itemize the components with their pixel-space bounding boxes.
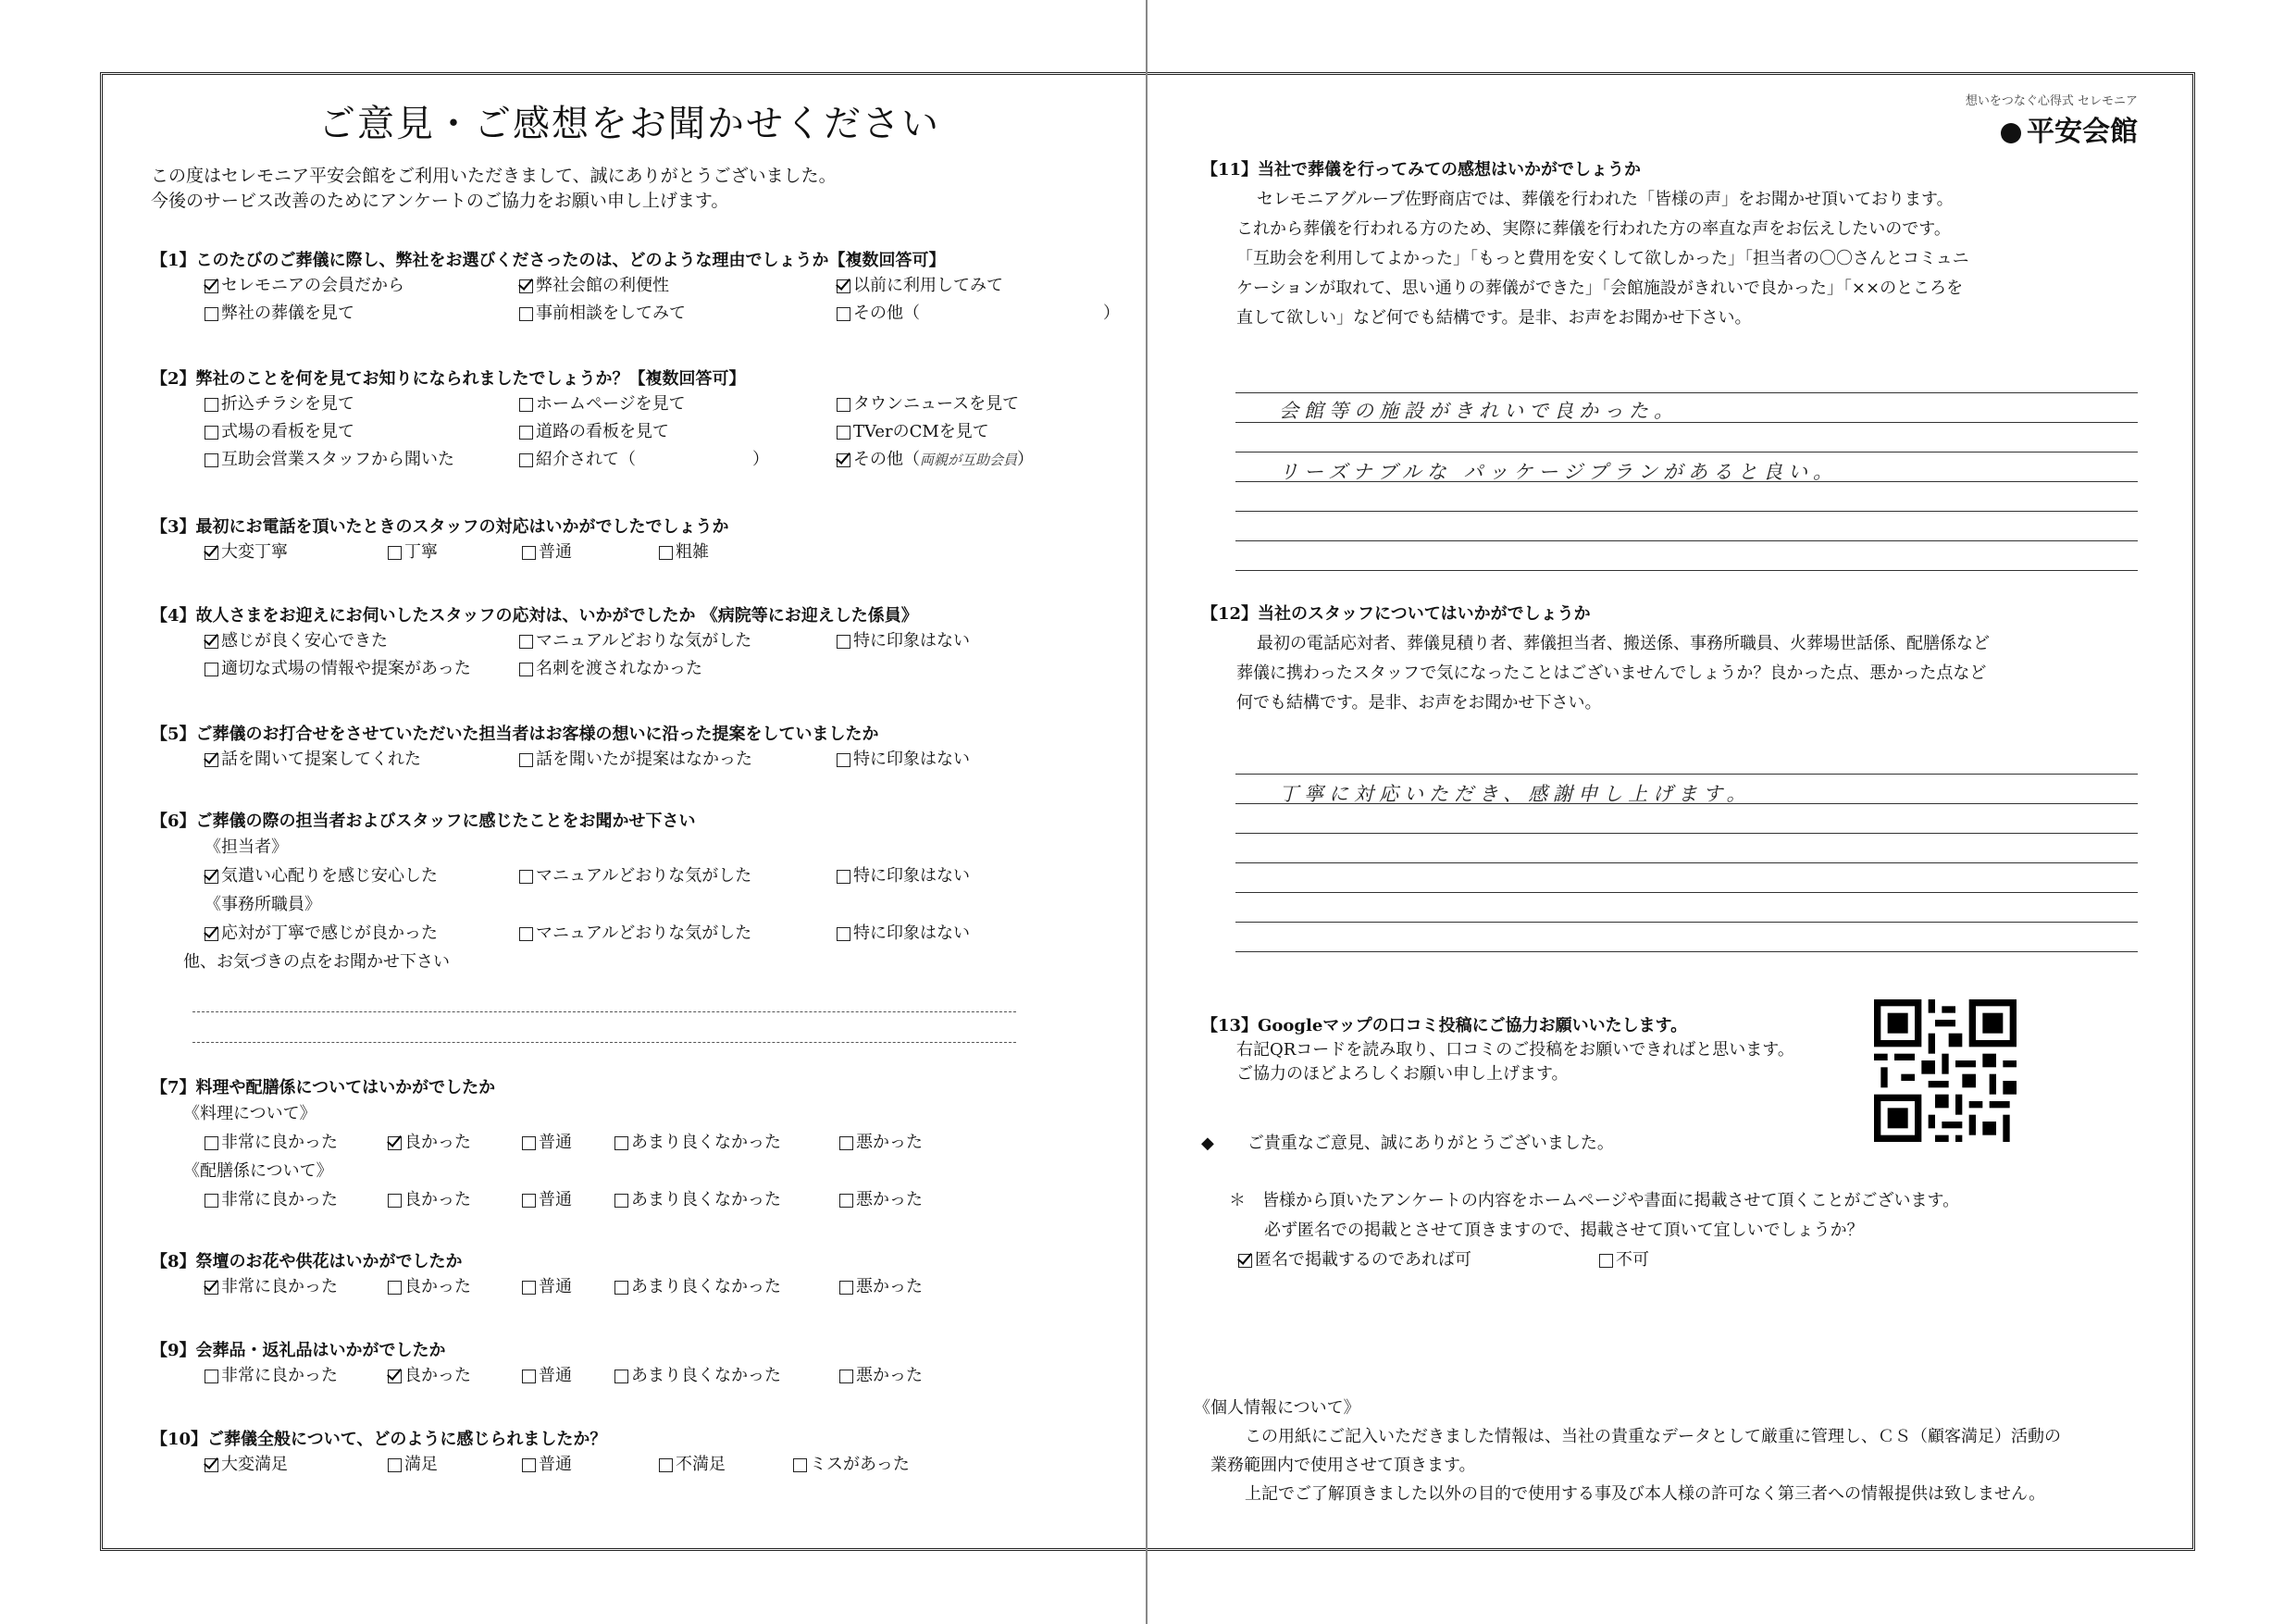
q11-handwritten-answer-1: 会館等の施設がきれいで良かった。: [1279, 400, 1679, 422]
checkbox[interactable]: [522, 1281, 536, 1295]
checkbox[interactable]: [205, 663, 218, 676]
checkbox[interactable]: [839, 1194, 853, 1208]
q6-office-option-no-impression[interactable]: 特に印象はない: [837, 920, 970, 948]
checkbox[interactable]: [839, 1281, 853, 1295]
question-7: [151, 1077, 923, 1214]
q1-option-consultation[interactable]: 事前相談をしてみて: [519, 300, 837, 328]
q2-option-mutual-aid-staff[interactable]: 互助会営業スタッフから聞いた: [205, 446, 519, 474]
checkbox[interactable]: [519, 927, 533, 941]
question-2-label: 【2】弊社のことを何を見てお知りになられましたでしょうか？【複数回答可】: [151, 369, 746, 389]
checkbox[interactable]: [205, 426, 218, 440]
question-6: [151, 811, 970, 977]
q6-sub-office-staff: 《事務所職員》: [205, 895, 321, 914]
q3-option-normal[interactable]: 普通: [522, 539, 659, 566]
question-8: [151, 1251, 923, 1301]
q9-option-normal[interactable]: 普通: [522, 1362, 614, 1390]
q1-option-other[interactable]: その他（ ）: [837, 300, 1120, 328]
checkbox[interactable]: [837, 398, 850, 412]
q7-sub-servers: 《配膳係について》: [183, 1161, 333, 1181]
checkbox[interactable]: [837, 753, 850, 767]
q9-option-very-good[interactable]: 非常に良かった: [205, 1362, 388, 1390]
q9-option-good[interactable]: 良かった: [388, 1362, 522, 1390]
q5-option-no-impression[interactable]: 特に印象はない: [837, 746, 970, 774]
q1-option-saw-funeral[interactable]: 弊社の葬儀を見て: [205, 300, 519, 328]
checkbox[interactable]: [519, 870, 533, 884]
q7-server-option-not-good[interactable]: あまり良くなかった: [614, 1186, 839, 1214]
logo-tagline: 想いをつなぐ心得式 セレモニア: [1965, 94, 2138, 108]
q11-answer-line-6[interactable]: [1235, 540, 2138, 541]
q7-food-option-very-good[interactable]: 非常に良かった: [205, 1129, 388, 1157]
q8-option-good[interactable]: 良かった: [388, 1273, 522, 1301]
q12-answer-line-3[interactable]: [1235, 833, 2138, 834]
checkbox[interactable]: [205, 1370, 218, 1383]
checkbox[interactable]: [659, 1458, 673, 1472]
checkbox[interactable]: [837, 870, 850, 884]
question-1-label: 【1】このたびのご葬儀に際し、弊社をお選びくださったのは、どのような理由でしょうか【複数回答可】: [151, 251, 946, 270]
q3-option-very-polite[interactable]: 大変丁寧: [205, 539, 388, 566]
center-fold-line: [1146, 0, 1148, 1624]
checkbox[interactable]: [388, 1458, 402, 1472]
privacy-title: 《個人情報について》: [1194, 1398, 1360, 1418]
checkbox[interactable]: [519, 635, 533, 649]
checkbox[interactable]: [1599, 1254, 1613, 1268]
question-6-label: 【6】ご葬儀の際の担当者およびスタッフに感じたことをお聞かせ下さい: [151, 812, 696, 831]
question-13: 【13】Googleマップの口コミ投稿にご協力お願いいたします。 右記QRコードを読み取り、口コミのご投稿をお願いできればと思います。 ご協力のほどよろしくお願い申し上げます。: [1201, 1016, 1794, 1084]
q8-option-very-good[interactable]: 非常に良かった: [205, 1273, 388, 1301]
checkbox[interactable]: [522, 1194, 536, 1208]
checkbox[interactable]: [519, 753, 533, 767]
logo-mark-icon: [2001, 123, 2021, 143]
checkbox[interactable]: [522, 1136, 536, 1150]
publish-option-anonymous-ok[interactable]: 匿名で掲載するのであれば可: [1238, 1246, 1599, 1275]
checkbox[interactable]: [205, 398, 218, 412]
company-logo: [1916, 91, 2138, 149]
q9-option-not-good[interactable]: あまり良くなかった: [614, 1362, 839, 1390]
q9-option-bad[interactable]: 悪かった: [839, 1362, 923, 1390]
q4-option-no-impression[interactable]: 特に印象はない: [837, 627, 970, 655]
checkbox-checked[interactable]: [388, 1370, 402, 1383]
q12-handwritten-answer: 丁寧に対応いただき、感謝申し上げます。: [1279, 783, 1752, 805]
checkbox[interactable]: [205, 307, 218, 321]
q6-staff-option-manual[interactable]: マニュアルどおりな気がした: [519, 862, 837, 890]
q12-answer-line-7[interactable]: [1235, 951, 2138, 952]
publish-consent: ＊ 皆様から頂いたアンケートの内容をホームページや書面に掲載させて頂くことがございます。 必ず匿名での掲載とさせて頂きますので、掲載させて頂いて宜しいでしょうか？ 匿名で掲載するのであれば可 不可: [1229, 1186, 1959, 1275]
q5-option-no-proposal[interactable]: 話を聞いたが提案はなかった: [519, 746, 837, 774]
q6-staff-option-reassured[interactable]: 気遣い心配りを感じ安心した: [205, 862, 519, 890]
q2-option-tv-cm[interactable]: TVerのCMを見て: [837, 418, 989, 446]
checkbox[interactable]: [519, 307, 533, 321]
q7-food-option-bad[interactable]: 悪かった: [839, 1129, 923, 1157]
checkbox-checked[interactable]: [205, 279, 218, 293]
q4-option-reassured[interactable]: 感じが良く安心できた: [205, 627, 519, 655]
checkbox[interactable]: [519, 453, 533, 467]
question-1: [151, 250, 1120, 328]
checkbox[interactable]: [839, 1370, 853, 1383]
q2-option-referral[interactable]: 紹介されて（ ）: [519, 446, 837, 474]
checkbox[interactable]: [837, 307, 850, 321]
q7-food-option-not-good[interactable]: あまり良くなかった: [614, 1129, 839, 1157]
question-7-label: 【7】料理や配膳係についてはいかがでしたか: [151, 1078, 496, 1097]
question-4: [151, 605, 970, 683]
q6-comment-line-2[interactable]: [192, 1042, 1016, 1043]
checkbox[interactable]: [837, 927, 850, 941]
checkbox[interactable]: [839, 1136, 853, 1150]
q2-option-flyer[interactable]: 折込チラシを見て: [205, 391, 519, 418]
q12-answer-line-5[interactable]: [1235, 892, 2138, 893]
question-13-label: 【13】Googleマップの口コミ投稿にご協力お願いいたします。: [1201, 1016, 1688, 1035]
question-9: [151, 1340, 923, 1390]
q6-office-option-manual[interactable]: マニュアルどおりな気がした: [519, 920, 837, 948]
checkbox[interactable]: [659, 546, 673, 560]
q7-server-option-very-good[interactable]: 非常に良かった: [205, 1186, 388, 1214]
google-maps-qr-code-icon[interactable]: [1868, 999, 2023, 1142]
q6-staff-option-no-impression[interactable]: 特に印象はない: [837, 862, 970, 890]
checkbox[interactable]: [388, 1281, 402, 1295]
checkbox-checked[interactable]: [837, 279, 850, 293]
q10-option-very-satisfied[interactable]: 大変満足: [205, 1451, 388, 1479]
q10-option-normal[interactable]: 普通: [522, 1451, 659, 1479]
question-2: [151, 368, 1034, 474]
q3-option-rough[interactable]: 粗雑: [659, 539, 709, 566]
q1-option-convenience[interactable]: 弊社会館の利便性: [519, 272, 837, 300]
checkbox[interactable]: [519, 663, 533, 676]
checkbox-checked[interactable]: [205, 927, 218, 941]
checkbox[interactable]: [614, 1136, 628, 1150]
privacy-notice: 《個人情報について》 この用紙にご記入いただきました情報は、当社の貴重なデータとして厳重に管理し、ＣＳ（顧客満足）活動の 業務範囲内で使用させて頂きます。 上記でご了解頂きました以外の目的で使用する事及び本人様の許可なく第三者への情報提供は致しません。: [1194, 1394, 2061, 1508]
question-5: [151, 724, 970, 774]
q7-server-option-normal[interactable]: 普通: [522, 1186, 614, 1214]
q7-food-option-normal[interactable]: 普通: [522, 1129, 614, 1157]
checkbox-checked[interactable]: [205, 635, 218, 649]
question-12: 【12】当社のスタッフについてはいかがでしょうか 最初の電話応対者、葬儀見積り者、葬儀担当者、搬送係、事務所職員、火葬場世話係、配膳係など 葬儀に携わったスタッフで気になったことはございませんでしょうか？良かった点、悪かった点など 何でも結構です。是非、お声をお聞かせ下さい。: [1201, 600, 1990, 718]
q12-answer-line-6[interactable]: [1235, 922, 2138, 923]
q11-answer-line-7[interactable]: [1235, 570, 2138, 571]
checkbox-checked[interactable]: [205, 546, 218, 560]
q4-option-manual[interactable]: マニュアルどおりな気がした: [519, 627, 837, 655]
checkbox[interactable]: [519, 426, 533, 440]
question-5-label: 【5】ご葬儀のお打合せをさせていただいた担当者はお客様の想いに沿った提案をしていましたか: [151, 725, 879, 744]
checkbox-checked[interactable]: [519, 279, 533, 293]
q5-option-proposed[interactable]: 話を聞いて提案してくれた: [205, 746, 519, 774]
q4-option-no-card[interactable]: 名刺を渡されなかった: [519, 655, 702, 683]
publish-option-not-allowed[interactable]: 不可: [1599, 1246, 1649, 1275]
q1-option-member[interactable]: セレモニアの会員だから: [205, 272, 519, 300]
checkbox[interactable]: [522, 1458, 536, 1472]
checkbox-checked[interactable]: [205, 1281, 218, 1295]
q11-answer-line-5[interactable]: [1235, 511, 2138, 512]
q4-option-venue-info[interactable]: 適切な式場の情報や提案があった: [205, 655, 519, 683]
checkbox-checked[interactable]: [205, 1458, 218, 1472]
q10-option-mistake[interactable]: ミスがあった: [793, 1451, 910, 1479]
checkbox[interactable]: [519, 398, 533, 412]
q8-option-not-good[interactable]: あまり良くなかった: [614, 1273, 839, 1301]
question-3: [151, 516, 729, 566]
question-9-label: 【9】会葬品・返礼品はいかがでしたか: [151, 1341, 446, 1360]
checkbox[interactable]: [388, 546, 402, 560]
question-8-label: 【8】祭壇のお花や供花はいかがでしたか: [151, 1252, 463, 1271]
q8-option-normal[interactable]: 普通: [522, 1273, 614, 1301]
q1-option-used-before[interactable]: 以前に利用してみて: [837, 272, 1003, 300]
q7-server-option-good[interactable]: 良かった: [388, 1186, 522, 1214]
checkbox[interactable]: [614, 1370, 628, 1383]
logo-name: 平安会館: [2027, 116, 2138, 148]
question-12-label: 【12】当社のスタッフについてはいかがでしょうか: [1201, 604, 1591, 624]
checkbox[interactable]: [614, 1194, 628, 1208]
question-3-label: 【3】最初にお電話を頂いたときのスタッフの対応はいかがでしたでしょうか: [151, 517, 729, 537]
question-11-label: 【11】当社で葬儀を行ってみての感想はいかがでしょうか: [1201, 160, 1642, 180]
q2-option-hall-sign[interactable]: 式場の看板を見て: [205, 418, 519, 446]
handwritten-note: 両親が互助会員: [920, 452, 1018, 468]
question-4-label: 【4】故人さまをお迎えにお伺いしたスタッフの応対は、いかがでしたか 《病院等にお迎えした係員》: [151, 606, 918, 626]
checkbox[interactable]: [205, 1136, 218, 1150]
q6-comment-line-1[interactable]: [192, 1011, 1016, 1012]
question-10-label: 【10】ご葬儀全般について、どのように感じられましたか？: [151, 1430, 607, 1449]
checkbox[interactable]: [388, 1194, 402, 1208]
checkbox[interactable]: [522, 1370, 536, 1383]
q7-server-option-bad[interactable]: 悪かった: [839, 1186, 923, 1214]
thanks-message: ◆ ご貴重なご意見、誠にありがとうございました。: [1201, 1134, 1614, 1153]
question-10: [151, 1429, 910, 1479]
checkbox-checked[interactable]: [205, 753, 218, 767]
q3-option-polite[interactable]: 丁寧: [388, 539, 522, 566]
q6-office-option-polite[interactable]: 応対が丁寧で感じが良かった: [205, 920, 519, 948]
checkbox[interactable]: [205, 1194, 218, 1208]
q2-option-road-sign[interactable]: 道路の看板を見て: [519, 418, 837, 446]
q7-sub-food: 《料理について》: [183, 1104, 316, 1123]
checkbox[interactable]: [837, 635, 850, 649]
checkbox[interactable]: [522, 546, 536, 560]
q6-other-comments-prompt: 他、お気づきの点をお聞かせ下さい: [183, 952, 450, 972]
q7-food-option-good[interactable]: 良かった: [388, 1129, 522, 1157]
q6-sub-staff-in-charge: 《担当者》: [205, 837, 288, 857]
q2-option-other[interactable]: その他（ 両親が互助会員 ）: [837, 446, 1034, 474]
checkbox-checked[interactable]: [388, 1136, 402, 1150]
question-11: 【11】当社で葬儀を行ってみての感想はいかがでしょうか セレモニアグループ佐野商店では、葬儀を行われた「皆様の声」をお聞かせ頂いております。 これから葬儀を行われる方のため、実際に葬儀を行われた方の率直な声をお伝えしたいのです。 「互助会を利用してよかった」「もっと費用を安くして欲しかった」「担当者の〇〇さんとコミュニ ケーションが取れて、思い通りの葬儀ができた」「会館施設がきれいで良かった」「××のところを 直して欲しい」など何でも結構です。是非、お声をお聞かせ下さい。: [1201, 155, 1969, 333]
checkbox-checked[interactable]: [837, 453, 850, 467]
page-title: ご意見・ご感想をお聞かせください: [318, 103, 940, 145]
checkbox[interactable]: [205, 453, 218, 467]
checkbox-checked[interactable]: [1238, 1254, 1252, 1268]
q12-answer-line-1[interactable]: [1235, 774, 2138, 775]
q10-option-satisfied[interactable]: 満足: [388, 1451, 522, 1479]
q8-option-bad[interactable]: 悪かった: [839, 1273, 923, 1301]
checkbox[interactable]: [614, 1281, 628, 1295]
q2-option-homepage[interactable]: ホームページを見て: [519, 391, 837, 418]
checkbox-checked[interactable]: [205, 870, 218, 884]
q12-answer-line-4[interactable]: [1235, 862, 2138, 863]
q10-option-dissatisfied[interactable]: 不満足: [659, 1451, 793, 1479]
intro-text: この度はセレモニア平安会館をご利用いただきまして、誠にありがとうございました。 今後のサービス改善のためにアンケートのご協力をお願い申し上げます。: [151, 166, 837, 211]
checkbox[interactable]: [837, 426, 850, 440]
checkbox[interactable]: [793, 1458, 807, 1472]
q11-handwritten-answer-2: リーズナブルな パッケージプランがあると良い。: [1279, 461, 1838, 483]
q11-answer-line-1[interactable]: [1235, 392, 2138, 393]
q2-option-town-news[interactable]: タウンニュースを見て: [837, 391, 1019, 418]
